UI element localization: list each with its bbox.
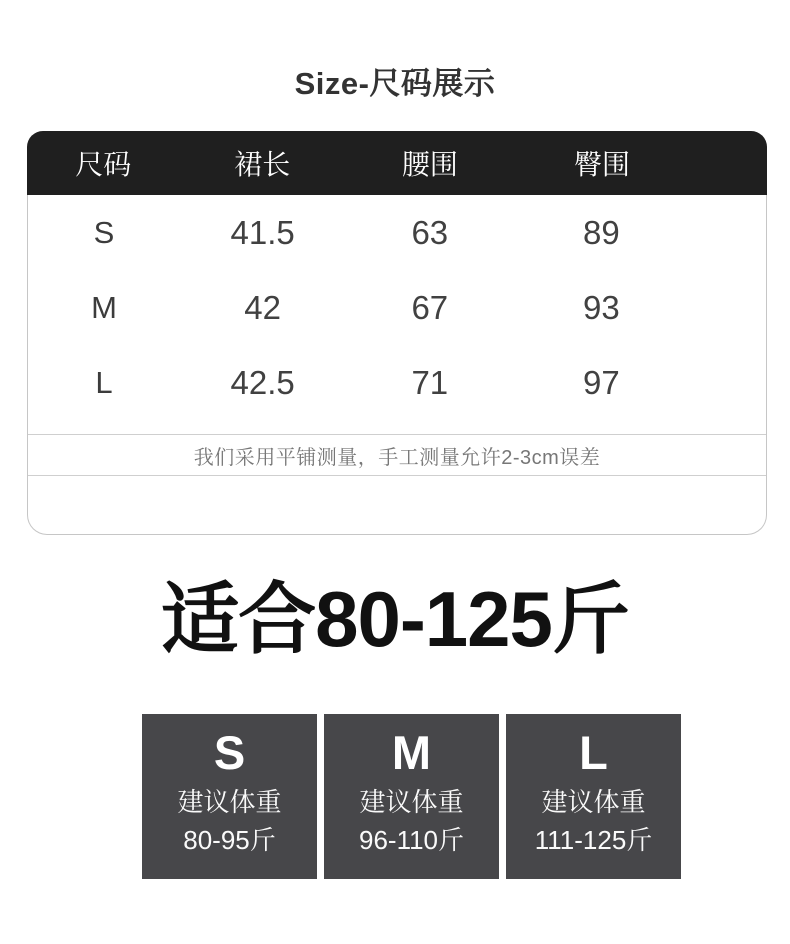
size-table: [27, 131, 767, 535]
card-weight-label: 建议体重: [177, 787, 282, 817]
size-cell: S: [93, 214, 115, 250]
card-weight-range: 96-110斤: [358, 825, 465, 855]
page-title: Size-尺码展示: [294, 66, 496, 101]
card-weight-label: 建议体重: [359, 787, 464, 817]
column-header-waist: 腰围: [401, 149, 458, 180]
size-table-header: [27, 131, 767, 195]
value-cell-hip: 89: [583, 213, 620, 251]
weight-card-m: [324, 714, 499, 879]
fit-weight-banner: 适合80-125斤: [161, 575, 629, 663]
size-table-rows: [28, 195, 766, 420]
value-cell-skirt-length: 41.5: [230, 213, 295, 251]
value-cell-hip: 97: [583, 363, 620, 401]
column-header-skirt-length: 裙长: [234, 149, 291, 180]
table-footer: [28, 476, 766, 534]
card-weight-range: 111-125斤: [534, 825, 653, 855]
size-cell: L: [95, 364, 113, 400]
value-cell-skirt-length: 42: [244, 288, 282, 326]
value-cell-waist: 63: [411, 213, 449, 251]
column-header-hip: 臀围: [573, 149, 630, 180]
table-row-s: [28, 195, 766, 270]
card-weight-label: 建议体重: [541, 787, 646, 817]
value-cell-hip: 93: [583, 288, 620, 326]
size-cell: M: [91, 289, 117, 325]
card-size-letter: S: [213, 726, 246, 779]
size-table-body: [27, 195, 767, 535]
weight-card-l: [506, 714, 681, 879]
column-header-size: 尺码: [75, 149, 132, 180]
card-weight-range: 80-95斤: [183, 825, 276, 855]
value-cell-skirt-length: 42.5: [230, 363, 295, 401]
measurement-note: 我们采用平铺测量，手工测量允许2-3cm误差: [28, 434, 766, 476]
value-cell-waist: 71: [411, 363, 449, 401]
weight-card-s: [142, 714, 317, 879]
table-row-l: [28, 345, 766, 420]
card-size-letter: L: [579, 726, 608, 779]
rows-spacer: [28, 420, 766, 434]
card-size-letter: M: [391, 726, 432, 779]
weight-cards: [142, 714, 681, 879]
table-row-m: [28, 270, 766, 345]
value-cell-waist: 67: [411, 288, 449, 326]
